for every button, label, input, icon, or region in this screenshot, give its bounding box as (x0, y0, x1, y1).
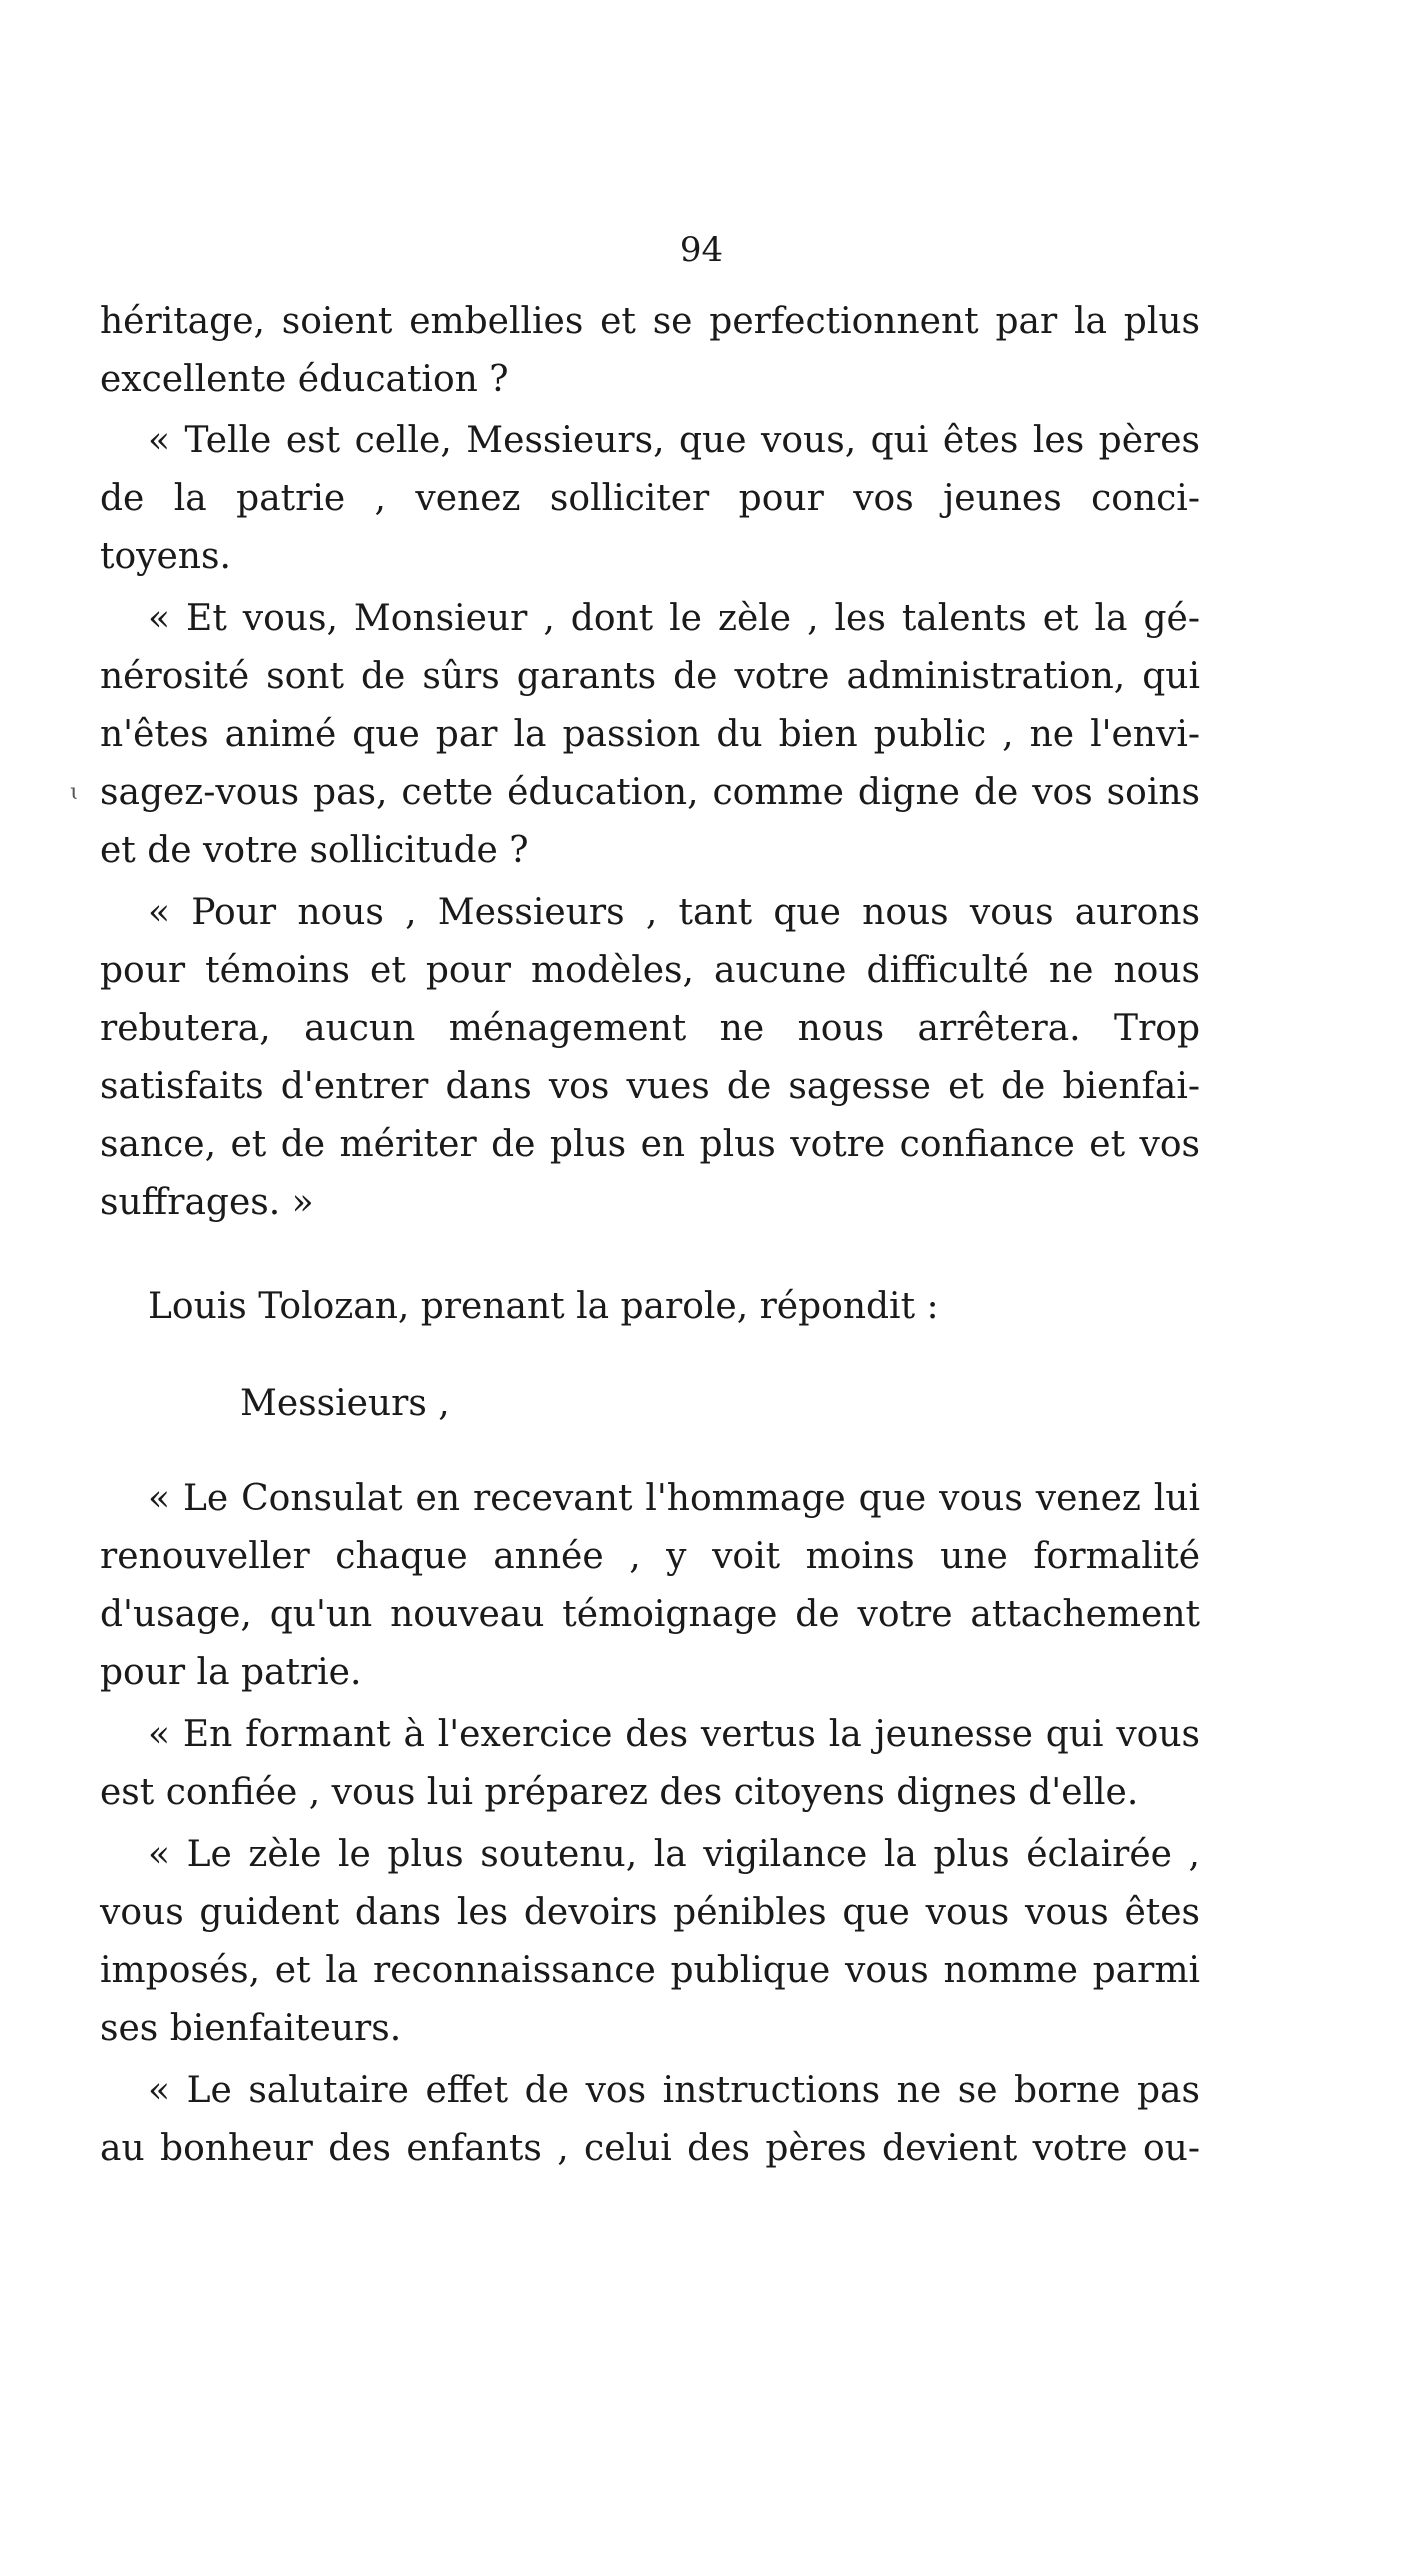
text-line: « Le salutaire effet de vos instructions ne se borne pas (148, 2070, 1200, 2111)
stray-ink-mark: ɩ (70, 780, 79, 805)
text-line: pour témoins et pour modèles, aucune difficulté ne nous (100, 950, 1200, 991)
text-line: héritage, soient embellies et se perfectionnent par la plus (100, 301, 1200, 342)
text-line: « En formant à l'exercice des vertus la jeunesse qui vous (148, 1714, 1200, 1755)
text-line: « Le zèle le plus soutenu, la vigilance la plus éclairée , (148, 1834, 1200, 1875)
text-line: au bonheur des enfants , celui des pères devient votre ou- (100, 2128, 1200, 2169)
text-line: renouveller chaque année , y voit moins une formalité (100, 1536, 1200, 1577)
text-line: toyens. (100, 536, 231, 577)
text-line: de la patrie , venez solliciter pour vos jeunes conci- (100, 478, 1200, 519)
text-line: sance, et de mériter de plus en plus votre confiance et vos (100, 1124, 1200, 1165)
text-line: vous guident dans les devoirs pénibles que vous vous êtes (100, 1892, 1200, 1933)
text-line: ses bienfaiteurs. (100, 2008, 402, 2049)
text-line: d'usage, qu'un nouveau témoignage de votre attachement (100, 1594, 1200, 1635)
text-line: pour la patrie. (100, 1652, 362, 1693)
text-line: Louis Tolozan, prenant la parole, répondit : (148, 1286, 939, 1327)
text-line: satisfaits d'entrer dans vos vues de sagesse et de bienfai- (100, 1066, 1200, 1107)
text-line: n'êtes animé que par la passion du bien public , ne l'envi- (100, 714, 1200, 755)
text-line: imposés, et la reconnaissance publique vous nomme parmi (100, 1950, 1200, 1991)
text-line: « Telle est celle, Messieurs, que vous, qui êtes les pères (148, 420, 1200, 461)
text-line: est confiée , vous lui préparez des citoyens dignes d'elle. (100, 1772, 1139, 1813)
salutation: Messieurs , (240, 1383, 450, 1424)
text-line: rebutera, aucun ménagement ne nous arrêtera. Trop (100, 1008, 1200, 1049)
text-line: suffrages. » (100, 1182, 314, 1223)
text-line: sagez-vous pas, cette éducation, comme digne de vos soins (100, 772, 1200, 813)
text-line: excellente éducation ? (100, 359, 509, 400)
text-line: « Et vous, Monsieur , dont le zèle , les talents et la gé- (148, 598, 1200, 639)
text-line: « Pour nous , Messieurs , tant que nous vous aurons (148, 892, 1200, 933)
text-line: « Le Consulat en recevant l'hommage que vous venez lui (148, 1478, 1200, 1519)
text-line: et de votre sollicitude ? (100, 830, 529, 871)
page-number: 94 (679, 230, 724, 270)
text-line: nérosité sont de sûrs garants de votre administration, qui (100, 656, 1200, 697)
